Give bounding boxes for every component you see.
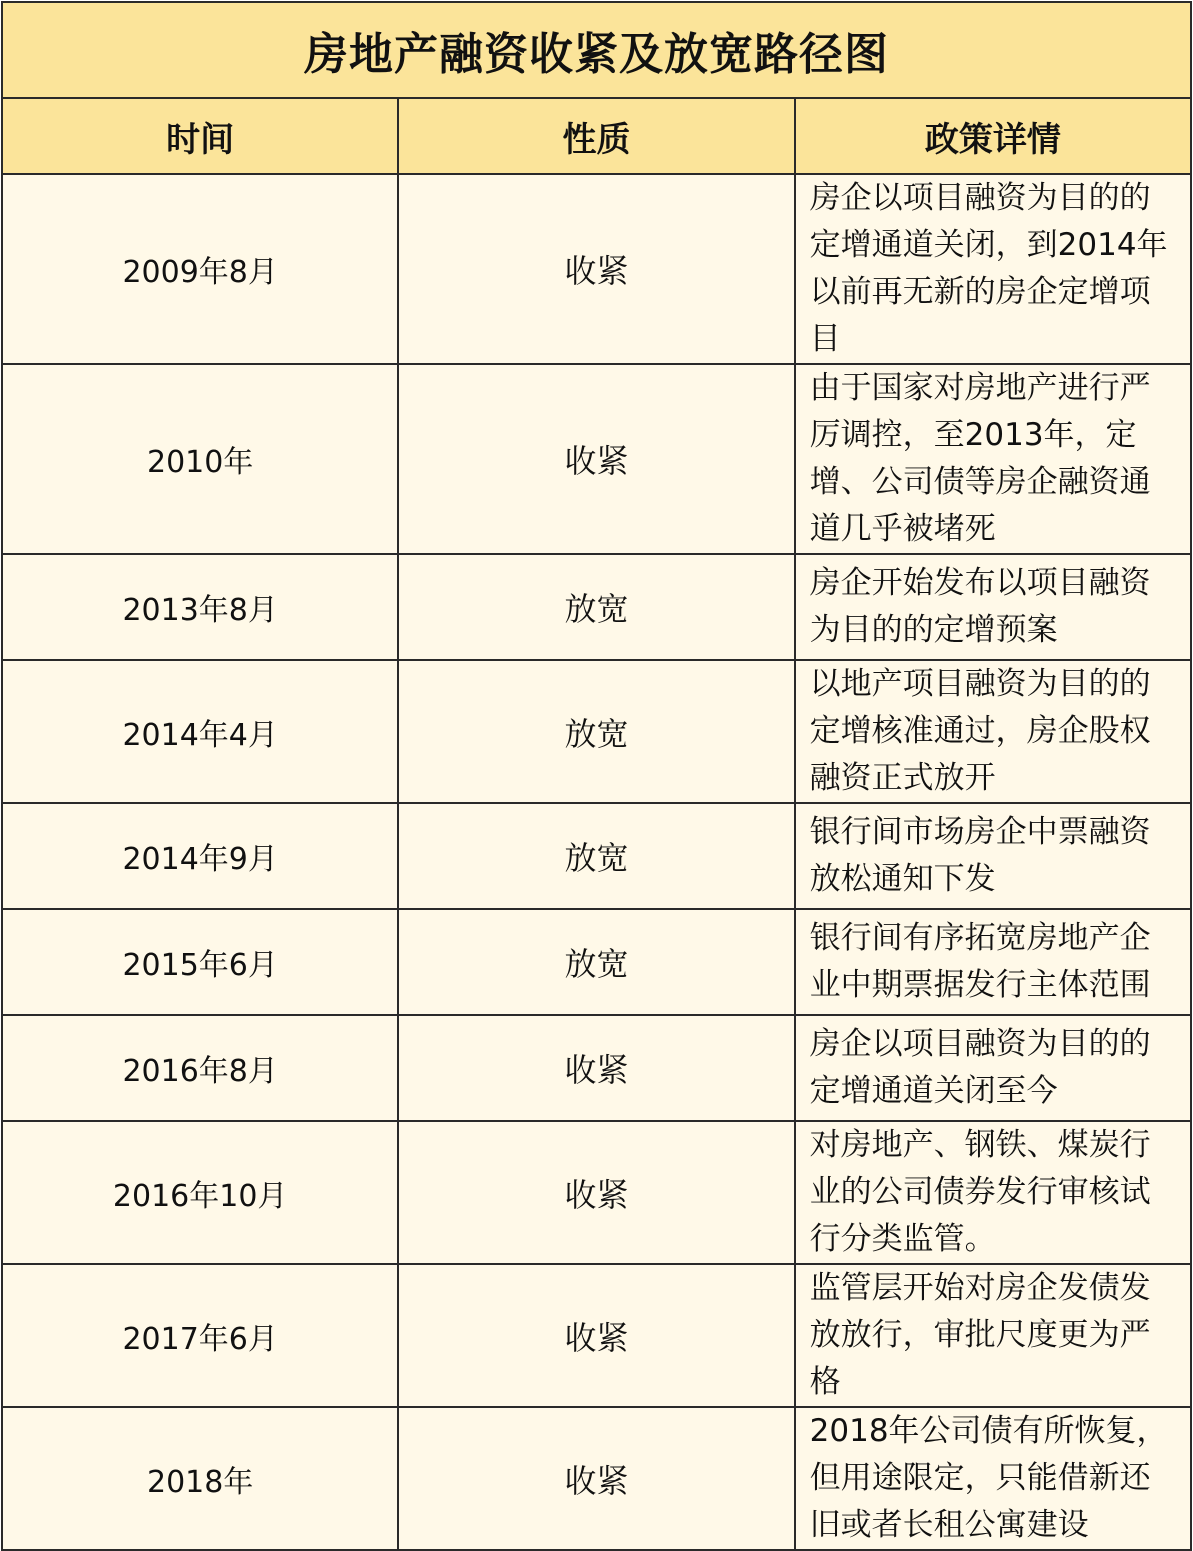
row-detail: 以地产项目融资为目的的定增核准通过，房企股权融资正式放开 <box>795 660 1191 803</box>
row-time: 2018年 <box>2 1407 398 1550</box>
row-detail: 由于国家对房地产进行严厉调控，至2013年，定增、公司债等房企融资通道几乎被堵死 <box>795 364 1191 554</box>
row-detail: 银行间有序拓宽房地产企业中期票据发行主体范围 <box>795 909 1191 1015</box>
header-row <box>2 98 1191 174</box>
row-time: 2016年10月 <box>2 1121 398 1264</box>
header-detail: 政策详情 <box>795 98 1191 174</box>
row-time: 2010年 <box>2 364 398 554</box>
row-type: 放宽 <box>398 660 794 803</box>
row-type: 放宽 <box>398 909 794 1015</box>
table-row <box>2 1407 1191 1550</box>
table-row <box>2 1015 1191 1121</box>
table-title: 房地产融资收紧及放宽路径图 <box>2 2 1191 98</box>
table-row <box>2 554 1191 660</box>
row-detail: 银行间市场房企中票融资放松通知下发 <box>795 803 1191 909</box>
policy-table <box>1 1 1192 1551</box>
row-type: 收紧 <box>398 364 794 554</box>
row-detail: 监管层开始对房企发债发放放行，审批尺度更为严格 <box>795 1264 1191 1407</box>
row-type: 放宽 <box>398 554 794 660</box>
table-row <box>2 364 1191 554</box>
row-detail: 房企以项目融资为目的的定增通道关闭至今 <box>795 1015 1191 1121</box>
table-row <box>2 660 1191 803</box>
row-detail: 2018年公司债有所恢复，但用途限定，只能借新还旧或者长租公寓建设 <box>795 1407 1191 1550</box>
row-time: 2009年8月 <box>2 174 398 364</box>
header-time: 时间 <box>2 98 398 174</box>
header-type: 性质 <box>398 98 794 174</box>
row-type: 收紧 <box>398 1015 794 1121</box>
table-row <box>2 1264 1191 1407</box>
row-time: 2017年6月 <box>2 1264 398 1407</box>
row-time: 2015年6月 <box>2 909 398 1015</box>
row-detail: 房企以项目融资为目的的定增通道关闭，到2014年以前再无新的房企定增项目 <box>795 174 1191 364</box>
table-row <box>2 803 1191 909</box>
row-time: 2013年8月 <box>2 554 398 660</box>
row-detail: 对房地产、钢铁、煤炭行业的公司债券发行审核试行分类监管。 <box>795 1121 1191 1264</box>
table-row <box>2 1121 1191 1264</box>
row-type: 收紧 <box>398 1264 794 1407</box>
row-time: 2014年4月 <box>2 660 398 803</box>
row-type: 收紧 <box>398 1407 794 1550</box>
row-time: 2014年9月 <box>2 803 398 909</box>
row-type: 收紧 <box>398 174 794 364</box>
row-time: 2016年8月 <box>2 1015 398 1121</box>
row-detail: 房企开始发布以项目融资为目的的定增预案 <box>795 554 1191 660</box>
row-type: 收紧 <box>398 1121 794 1264</box>
table-row <box>2 174 1191 364</box>
row-type: 放宽 <box>398 803 794 909</box>
title-row <box>2 2 1191 98</box>
table-row <box>2 909 1191 1015</box>
